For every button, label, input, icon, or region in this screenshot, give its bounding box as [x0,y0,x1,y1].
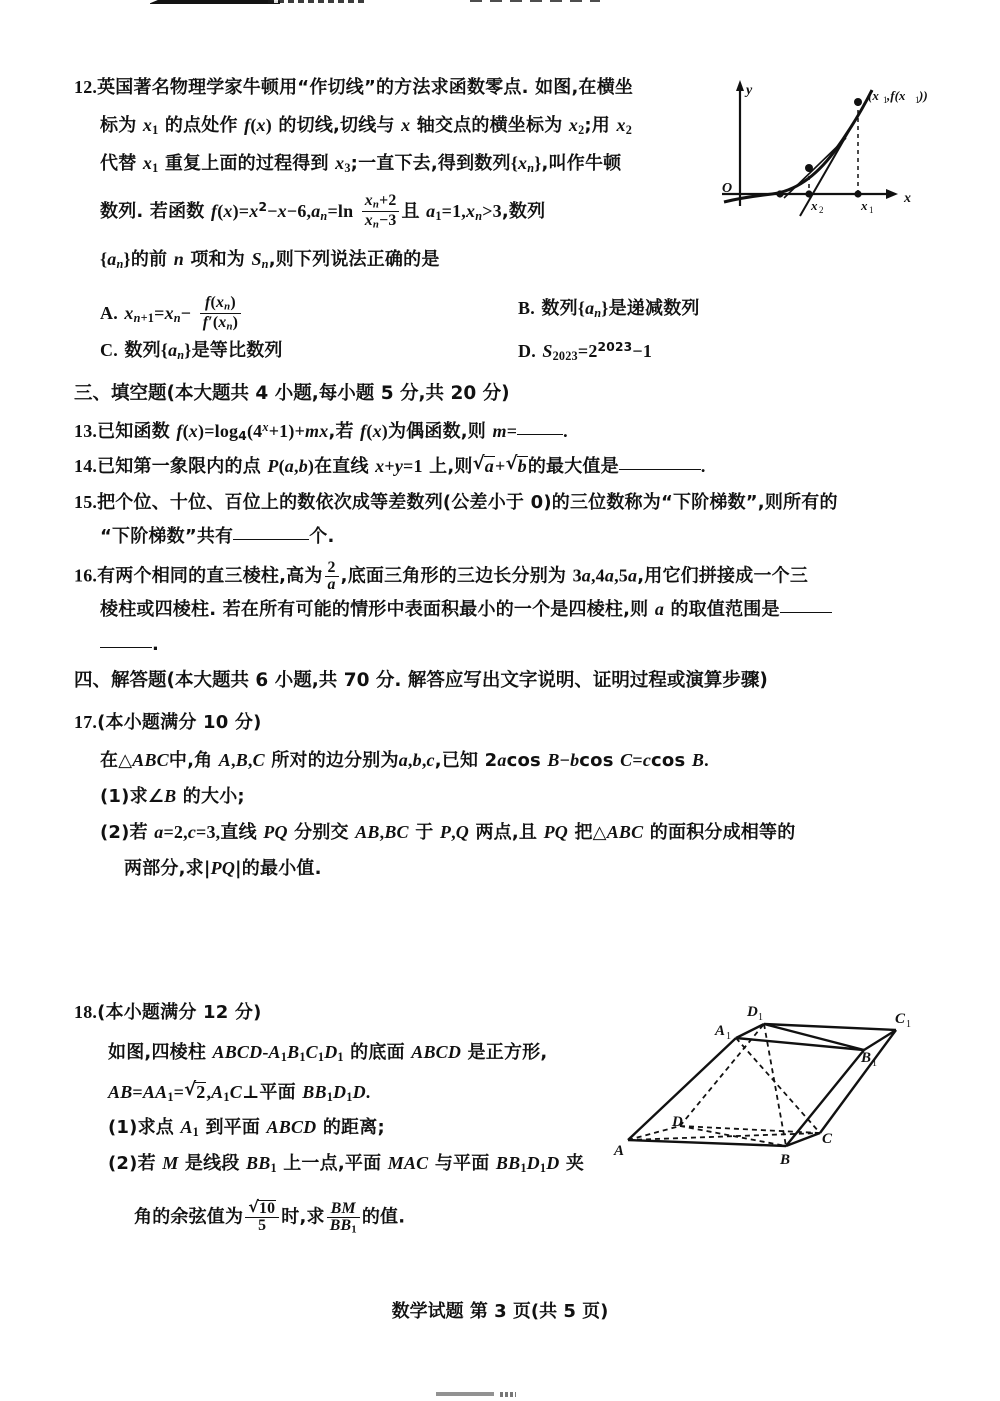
q16-answer-blank-2[interactable] [100,647,152,648]
q12-l2-b: 的点处作 [158,115,245,136]
question-15-line-2 [100,528,335,546]
section-4-title: 四、解答题 [74,670,167,691]
q18-l3-c: 的距离; [316,1117,385,1138]
svg-text:x: x [861,198,868,213]
bottom-smudge-line [436,1392,494,1396]
q18-l3-b: 到平面 [199,1117,267,1138]
section-3-detail: (本大题共 4 小题,每小题 5 分,共 20 分) [166,383,510,404]
question-12-option-c[interactable]: C. 数列$\{a_n\}$是等比数列 [100,340,283,363]
section-3-heading [74,385,510,404]
svg-text:x: x [904,191,911,206]
q12-l4-c: ,数列 [501,201,546,223]
q18-l4-a: (2)若 [108,1153,163,1174]
question-13: 13.已知函数 $f(x)=\log 4(4^x+1)+mx$,若 f(x)为偶函数,则 m= . [74,420,568,443]
question-12-option-a[interactable]: A. $x_n+1=x_n-$ $\frac{f(x_n)}{f'(x_n)}$ [100,294,243,332]
q18-l4-c: 上一点,平面 [276,1153,388,1174]
question-18-part-2-cont [134,1200,405,1236]
svg-text:1: 1 [906,1019,911,1030]
newton-tangent-graph [716,76,1000,226]
q12-l3-d: ,叫作牛顿 [541,153,622,174]
q12-fraction-an: $\frac{x_n+2}{x_n-3}$ [362,192,400,230]
question-15-number: 15. [74,492,98,512]
question-17-number: 17. [74,712,98,732]
header-text-fragment-left [268,0,364,3]
option-d-label: D. [518,340,536,361]
svg-text:x: x [811,198,818,213]
q15-l2-b: 个. [309,526,335,547]
svg-text:B: B [861,1050,872,1066]
q18-l5-c: 的值. [361,1206,406,1228]
q16-l3: . [152,634,160,655]
svg-text:)): )) [919,88,928,103]
q16-l1-a: 有两个相同的直三棱柱,高为 [97,565,323,587]
question-17-part-2: (2)若 a=2,c=3,直线 PQ 分别交 AB,BC 于 P,Q 两点,且 PQ 把△ABC 的面积分成相等的 [100,822,796,843]
q17-part2-e: 两点,且 [469,822,544,843]
question-13-number: 13. [74,420,98,441]
q12-l4-b: 且 [401,201,427,223]
question-17-part-2-cont: 两部分,求|PQ|的最小值. [124,858,322,879]
q13-t2: ,若 [328,420,361,442]
svg-text:1: 1 [883,95,888,105]
svg-text:1: 1 [758,1012,763,1023]
question-12-line-1 [74,78,633,97]
question-16-number: 16. [74,565,98,586]
q18-l5-a: 角的余弦值为 [134,1206,244,1228]
q18-l1-c: 是正方形, [461,1042,548,1063]
q16-l1-b: ,底面三角形的三边长分别为 [340,565,573,587]
q17-stem-4: ,已知 2 [434,750,498,771]
question-12-option-b[interactable]: B. 数列$\{a_n\}$是递减数列 [518,298,700,321]
q17-stem-3: 所对的边分别为 [264,750,399,771]
question-12-figure [716,76,1000,226]
q17-stem-7: cos [651,750,692,771]
question-18-score: (本小题满分 12 分) [97,1002,262,1023]
svg-text:2: 2 [819,205,824,215]
question-18-part-2: (2)若 M 是线段 BB1 上一点,平面 MAC 与平面 BB1D1D 夹 [108,1153,585,1176]
q18-l2-a: 平面 [259,1082,303,1103]
question-17-part-1: (1)求∠B 的大小; [100,786,245,807]
question-17-score: (本小题满分 10 分) [97,712,262,733]
q18-fraction-cos: √ $\frac{10}{5}$ [245,1200,279,1234]
question-12-number: 12. [74,77,98,97]
q14-answer-blank[interactable] [619,469,701,470]
q18-fraction-ratio: $\frac{BM}{BB1}$ [327,1201,360,1236]
question-12-option-d[interactable]: D. $S2023=2^{2023}-1$ [518,340,653,363]
question-18-header [74,1003,262,1022]
q18-l1-a: 如图,四棱柱 [108,1042,213,1063]
q12-l3-a: 代替 [100,153,143,174]
option-b-text-1: 数列 [541,298,578,319]
svg-text:D: D [747,1004,758,1020]
q15-answer-blank[interactable] [233,539,309,540]
option-a-fraction: $\frac{f(x_n)}{f'(x_n)}$ [200,294,241,332]
q17-part2-b: 直线 [220,822,264,843]
question-12-line-5: $\{a_n\}$的前 n 项和为 $S_n$,则下列说法正确的是 [100,249,440,272]
svg-text:,f(x: ,f(x [887,88,906,103]
q17-stem-2: 中,角 [168,750,219,771]
q13-answer-blank[interactable] [517,434,563,435]
question-14: 14.已知第一象限内的点 P(a,b)在直线 x+y=1 上,则 √ a+ √ b的最大值是 . [74,456,706,476]
section-3-title: 三、填空题 [74,383,167,404]
q18-l4-b: 是线段 [178,1153,247,1174]
svg-text:1: 1 [726,1031,731,1042]
svg-text:C: C [822,1131,833,1147]
question-18-part-1: (1)求点 A1 到平面 ABCD 的距离; [108,1117,385,1140]
section-4-detail: (本大题共 6 小题,共 70 分. 解答应写出文字说明、证明过程或演算步骤) [166,670,768,691]
q12-l3-b: 重复上面的过程得到 [158,153,336,174]
svg-text:A: A [715,1023,726,1039]
q12-l5-a: 的前 [130,249,174,270]
q14-t1: 已知第一象限内的点 [97,456,268,477]
question-16-line-1: 16.有两个相同的直三棱柱,高为 $\frac{2}{a}$ ,底面三角形的三边长分别为 3a,4a,5a,用它们拼接成一个三 [74,559,809,594]
q17-stem-5: cos [506,750,548,771]
q17-part1-b: 的大小; [176,786,245,807]
q17-part2-h: 两部分,求| [124,858,211,879]
svg-text:1: 1 [869,205,874,215]
q13-t3: 为偶函数,则 [387,420,493,442]
svg-text:A: A [614,1143,625,1159]
bottom-smudge-mark [500,1392,516,1397]
question-18-figure [608,1000,1000,1175]
svg-text:y: y [746,83,753,98]
q17-part2-a: (2)若 [100,822,155,843]
q17-part2-g: 的面积分成相等的 [643,822,796,843]
section-4-heading [74,672,768,691]
q17-stem-1: 在△ [100,750,133,771]
quadrilateral-prism-diagram [608,1000,1000,1175]
header-logo-fragment [150,0,280,4]
svg-text:(x: (x [868,88,879,103]
q18-l4-d: 与平面 [428,1153,496,1174]
q16-l2-a: 棱柱或四棱柱. 若在所有可能的情形中表面积最小的一个是四棱柱,则 [100,599,655,620]
question-16-line-2: 棱柱或四棱柱. 若在所有可能的情形中表面积最小的一个是四棱柱,则 a 的取值范围是 [100,600,832,619]
q12-l4-a: 数列. 若函数 [100,201,211,223]
q18-l4-e: 夹 [559,1153,585,1174]
q14-t4: 的最大值是 [527,456,619,477]
question-17-stem: 在△ABC中,角 A,B,C 所对的边分别为a,b,c,已知 2acos B−bcos C=ccos B. [100,750,709,771]
q18-l3-a: (1)求点 [108,1117,181,1138]
option-c-text-2: 是等比数列 [191,340,283,361]
q12-l2-e: ;用 [584,115,617,136]
question-15-line-1 [74,493,838,512]
option-c-label: C. [100,340,118,360]
page-footer: 数学试题 第 3 页(共 5 页) [391,1301,609,1322]
q15-l2-a: “下阶梯数”共有 [100,526,234,547]
q12-l3-c: ;一直下去,得到数列 [350,153,511,174]
q16-l1-c: ,用它们拼接成一个三 [637,565,809,587]
q16-l2-b: 的取值范围是 [664,599,780,620]
q12-l5-b: 项和为 [183,249,252,270]
header-text-fragment-right [470,0,600,2]
q17-part1-a: (1)求∠ [100,786,165,807]
svg-text:1: 1 [915,95,920,105]
svg-text:1: 1 [872,1058,877,1069]
question-14-number: 14. [74,456,98,476]
q12-l2-d: 轴交点的横坐标为 [410,115,569,136]
question-18-line-2: AB=AA1= √ 2,A1C⊥平面 BB1D1D. [108,1082,370,1103]
option-c-text-1: 数列 [124,340,161,361]
option-b-text-2: 是递减数列 [608,298,700,319]
question-12-line-1-text: 英国著名物理学家牛顿用“作切线”的方法求函数零点. 如图,在横坐 [97,77,634,98]
option-b-label: B. [518,298,535,318]
question-16-line-3 [100,636,159,654]
svg-text:C: C [895,1011,906,1027]
q17-part2-c: 分别交 [287,822,356,843]
svg-text:D: D [672,1114,683,1130]
q12-l2-a: 标为 [100,115,143,136]
q16-answer-blank-1[interactable] [780,612,832,613]
question-12-line-4: 数列. 若函数 $f(x)=x^2-x-6,a_n=\ln$ $\frac{x_n+2}{x_n-3}$ 且 $a1=1,x_n>3$,数列 [100,192,546,231]
q14-t3: 上,则 [422,456,473,477]
q17-part2-f: 把△ [567,822,607,843]
q18-l1-b: 的底面 [343,1042,412,1063]
q17-part2-i: |的最小值. [235,858,322,879]
option-a-label: A. [100,303,118,324]
q13-t1: 已知函数 [97,420,177,442]
q17-part2-d: 于 [408,822,440,843]
q12-l2-c: 的切线,切线与 [271,115,402,136]
q15-line-1-text: 把个位、十位、百位上的数依次成等差数列(公差小于 0)的三位数称为“下阶梯数”,则所有的 [97,492,838,513]
q14-t2: 在直线 [314,456,376,477]
q16-fraction-height: $\frac{2}{a}$ [325,560,339,593]
question-17-header [74,713,262,732]
q17-stem-6: cos [579,750,621,771]
q12-l5-c: ,则下列说法正确的是 [268,249,440,270]
question-18-line-1: 如图,四棱柱 ABCD-A1B1C1D1 的底面 ABCD 是正方形, [108,1042,548,1065]
question-12-line-3: 代替 x1 重复上面的过程得到 x3;一直下去,得到数列$\{x_n\}$,叫作牛顿 [100,153,622,176]
svg-text:B: B [780,1152,791,1168]
svg-text:O: O [722,181,733,196]
question-12-line-2: 标为 x1 的点处作 f(x) 的切线,切线与 x 轴交点的横坐标为 x2;用 x2 [100,115,633,138]
page-header-smudge [0,0,1000,16]
question-18-number: 18. [74,1002,98,1022]
q18-l5-b: 时,求 [281,1206,325,1228]
